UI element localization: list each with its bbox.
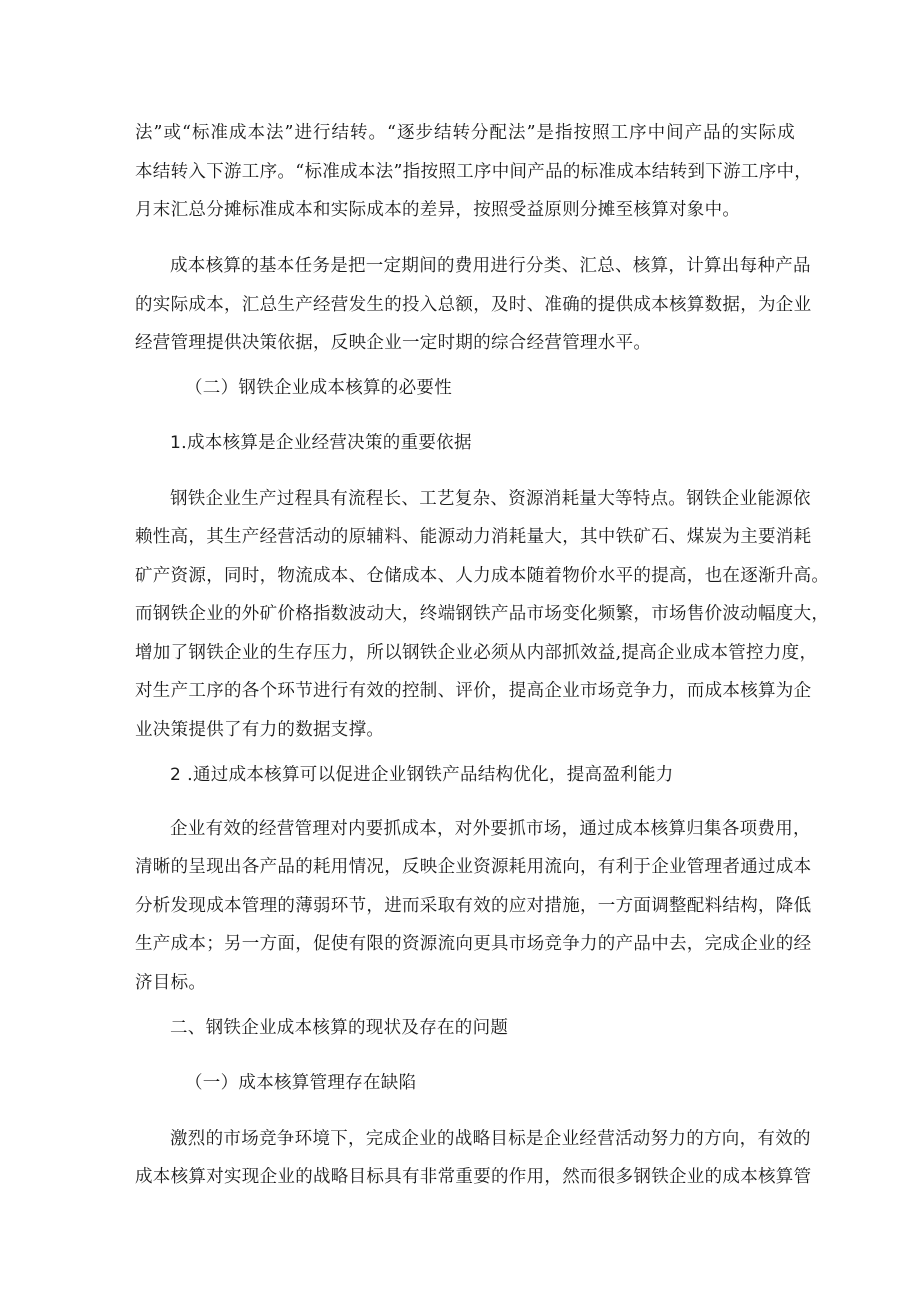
- paragraph-line: 成本核算对实现企业的战略目标具有非常重要的作用，然而很多钢铁企业的成本核算管: [135, 1167, 812, 1187]
- paragraph-line: 企业有效的经营管理对内要抓成本，对外要抓市场，通过成本核算归集各项费用，: [170, 819, 811, 839]
- paragraph-line: 分析发现成本管理的薄弱环节，进而采取有效的应对措施，一方面调整配料结构，降低: [135, 896, 812, 916]
- paragraph-line: 激烈的市场竞争环境下，完成企业的战略目标是企业经营活动努力的方向，有效的: [170, 1129, 811, 1149]
- item-heading: [170, 763, 830, 787]
- paragraph-line: 法”或“标准成本法”进行结转。“逐步结转分配法”是指按照工序中间产品的实际成: [135, 123, 795, 143]
- paragraph-line: 赖性高，其生产经营活动的原辅料、能源动力消耗量大，其中铁矿石、煤炭为主要消耗: [135, 527, 812, 547]
- item-number: 1: [170, 433, 182, 453]
- chapter-heading: 二、钢铁企业成本核算的现状及存在的问题: [170, 1018, 509, 1038]
- item-heading-text: .通过成本核算可以促进企业钢铁产品结构优化，提高盈利能力: [187, 765, 674, 785]
- item-heading-text: .成本核算是企业经营决策的重要依据: [181, 433, 472, 453]
- paragraph-line: 月末汇总分摊标准成本和实际成本的差异，按照受益原则分摊至核算对象中。: [135, 200, 741, 220]
- item-number: 2: [170, 765, 182, 785]
- paragraph-line: 本结转入下游工序。“标准成本法”指按照工序中间产品的标准成本结转到下游工序中，: [135, 162, 813, 182]
- paragraph-line: 经营管理提供决策依据，反映企业一定时期的综合经营管理水平。: [135, 333, 652, 353]
- paragraph-line: 矿产资源，同时，物流成本、仓储成本、人力成本随着物价水平的提高，也在逐渐升高。: [135, 566, 830, 586]
- section-heading: （一）成本核算管理存在缺陷: [185, 1073, 417, 1093]
- item-heading: [170, 431, 830, 455]
- paragraph-line: 增加了钢铁企业的生存压力，所以钢铁企业必须从内部抓效益,提高企业成本管控力度，: [135, 643, 818, 663]
- section-heading: （二）钢铁企业成本核算的必要性: [185, 378, 452, 398]
- paragraph-line: 成本核算的基本任务是把一定期间的费用进行分类、汇总、核算，计算出每种产品: [170, 256, 811, 276]
- paragraph-line: 而钢铁企业的外矿价格指数波动大，终端钢铁产品市场变化频繁，市场售价波动幅度大，: [135, 604, 830, 624]
- paragraph-line: 生产成本；另一方面，促使有限的资源流向更具市场竞争力的产品中去，完成企业的经: [135, 934, 812, 954]
- paragraph-line: 钢铁企业生产过程具有流程长、工艺复杂、资源消耗量大等特点。钢铁企业能源依: [170, 489, 811, 509]
- paragraph-line: 济目标。: [135, 973, 207, 993]
- paragraph-line: 对生产工序的各个环节进行有效的控制、评价，提高企业市场竞争力，而成本核算为企: [135, 681, 812, 701]
- paragraph-line: 业决策提供了有力的数据支撑。: [135, 720, 385, 740]
- paragraph-line: 的实际成本，汇总生产经营发生的投入总额，及时、准确的提供成本核算数据，为企业: [135, 295, 812, 315]
- paragraph-line: 清晰的呈现出各产品的耗用情况，反映企业资源耗用流向，有利于企业管理者通过成本: [135, 857, 812, 877]
